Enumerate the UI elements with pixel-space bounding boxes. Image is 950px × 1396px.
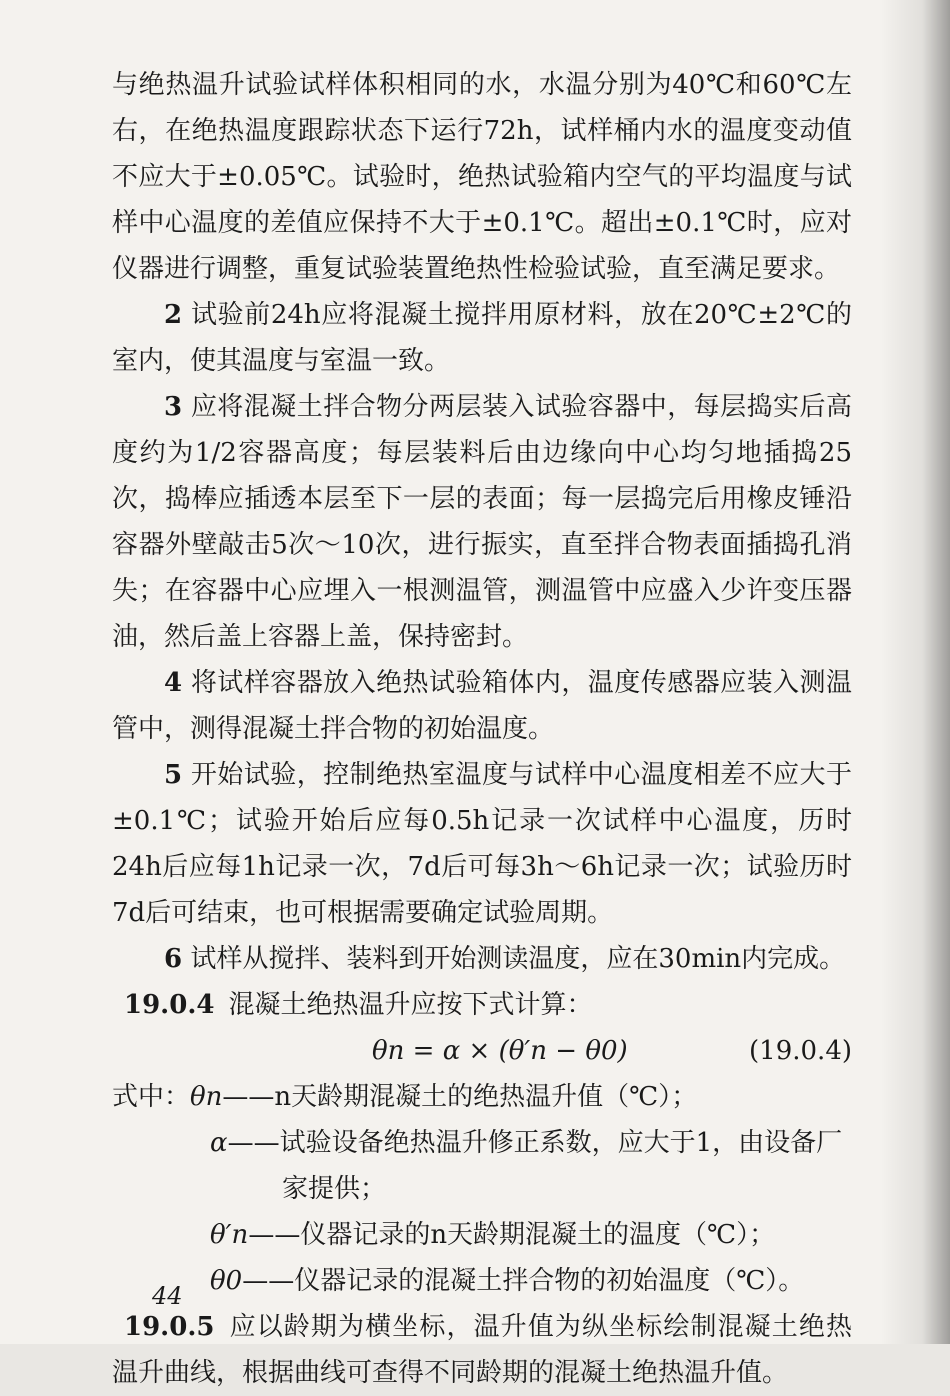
variable-list xyxy=(112,1074,852,1304)
variable-symbol: α xyxy=(210,1128,228,1158)
variable-symbol: θ′n xyxy=(210,1220,249,1250)
item-number: 5 xyxy=(164,760,183,790)
variable-row xyxy=(112,1258,852,1304)
item-number: 6 xyxy=(164,944,183,974)
list-item-5 xyxy=(112,752,852,936)
section-19-0-4 xyxy=(112,982,852,1028)
formula-row xyxy=(112,1028,852,1074)
item-text: 将试样容器放入绝热试验箱体内，温度传感器应装入测温管中，测得混凝土拌合物的初始温度。 xyxy=(112,668,852,744)
section-19-0-5 xyxy=(112,1304,852,1396)
variable-description: ——n天龄期混凝土的绝热温升值（℃）； xyxy=(222,1082,698,1112)
where-label: 式中： xyxy=(112,1082,191,1112)
paragraph-continuation: 与绝热温升试验试样体积相同的水，水温分别为40℃和60℃左右，在绝热温度跟踪状态下运行72h，试样桶内水的温度变动值不应大于±0.05℃。试验时，绝热试验箱内空气的平均温度与试样中心温度的差值应保持不大于±0.1℃。超出±0.1℃时，应对仪器进行调整，重复试验装置绝热性检验试验，直至满足要求。 xyxy=(112,70,852,284)
item-number: 3 xyxy=(164,392,183,422)
item-text: 试样从搅拌、装料到开始测读温度，应在30min内完成。 xyxy=(190,944,846,974)
item-number: 2 xyxy=(164,300,183,330)
variable-symbol: θn xyxy=(190,1082,223,1112)
section-number: 19.0.5 xyxy=(124,1312,215,1342)
section-text: 应以龄期为横坐标，温升值为纵坐标绘制混凝土绝热温升曲线，根据曲线可查得不同龄期的混凝土绝热温升值。 xyxy=(112,1312,852,1388)
variable-description: ——仪器记录的混凝土拌合物的初始温度（℃）。 xyxy=(242,1266,805,1296)
item-text: 应将混凝土拌合物分两层装入试验容器中，每层捣实后高度约为1/2容器高度；每层装料后由边缘向中心均匀地插捣25次，捣棒应插透本层至下一层的表面；每一层捣完后用橡皮锤沿容器外壁敲击5次～10次，进行振实，直至拌合物表面插捣孔消失；在容器中心应埋入一根测温管，测温管中应盛入少许变压器油，然后盖上容器上盖，保持密封。 xyxy=(112,392,852,652)
variable-row xyxy=(112,1074,852,1120)
list-item-4 xyxy=(112,660,852,752)
page-number: 44 xyxy=(152,1282,183,1310)
variable-row xyxy=(112,1212,852,1258)
formula-number: (19.0.4) xyxy=(749,1036,852,1066)
variable-description: 家提供； xyxy=(282,1174,387,1204)
formula: θn = α × (θ′n − θ0) xyxy=(372,1036,628,1066)
variable-row xyxy=(112,1166,852,1212)
page-edge-shadow xyxy=(880,0,950,1344)
item-number: 4 xyxy=(164,668,183,698)
section-number: 19.0.4 xyxy=(124,990,215,1020)
item-text: 试验前24h应将混凝土搅拌用原材料，放在20℃±2℃的室内，使其温度与室温一致。 xyxy=(112,300,852,376)
variable-description: ——仪器记录的n天龄期混凝土的温度（℃）； xyxy=(248,1220,776,1250)
variable-description: ——试验设备绝热温升修正系数，应大于1，由设备厂 xyxy=(227,1128,843,1158)
list-item-2 xyxy=(112,292,852,384)
item-text: 开始试验，控制绝热室温度与试样中心温度相差不应大于±0.1℃；试验开始后应每0.5h记录一次试样中心温度，历时24h后应每1h记录一次，7d后可每3h～6h记录一次；试验历时7d后可结束，也可根据需要确定试验周期。 xyxy=(112,760,852,928)
page-content xyxy=(112,62,852,1396)
section-text: 混凝土绝热温升应按下式计算： xyxy=(228,990,593,1020)
list-item-3 xyxy=(112,384,852,660)
variable-symbol: θ0 xyxy=(210,1266,243,1296)
list-item-6 xyxy=(112,936,852,982)
variable-row xyxy=(112,1120,852,1166)
